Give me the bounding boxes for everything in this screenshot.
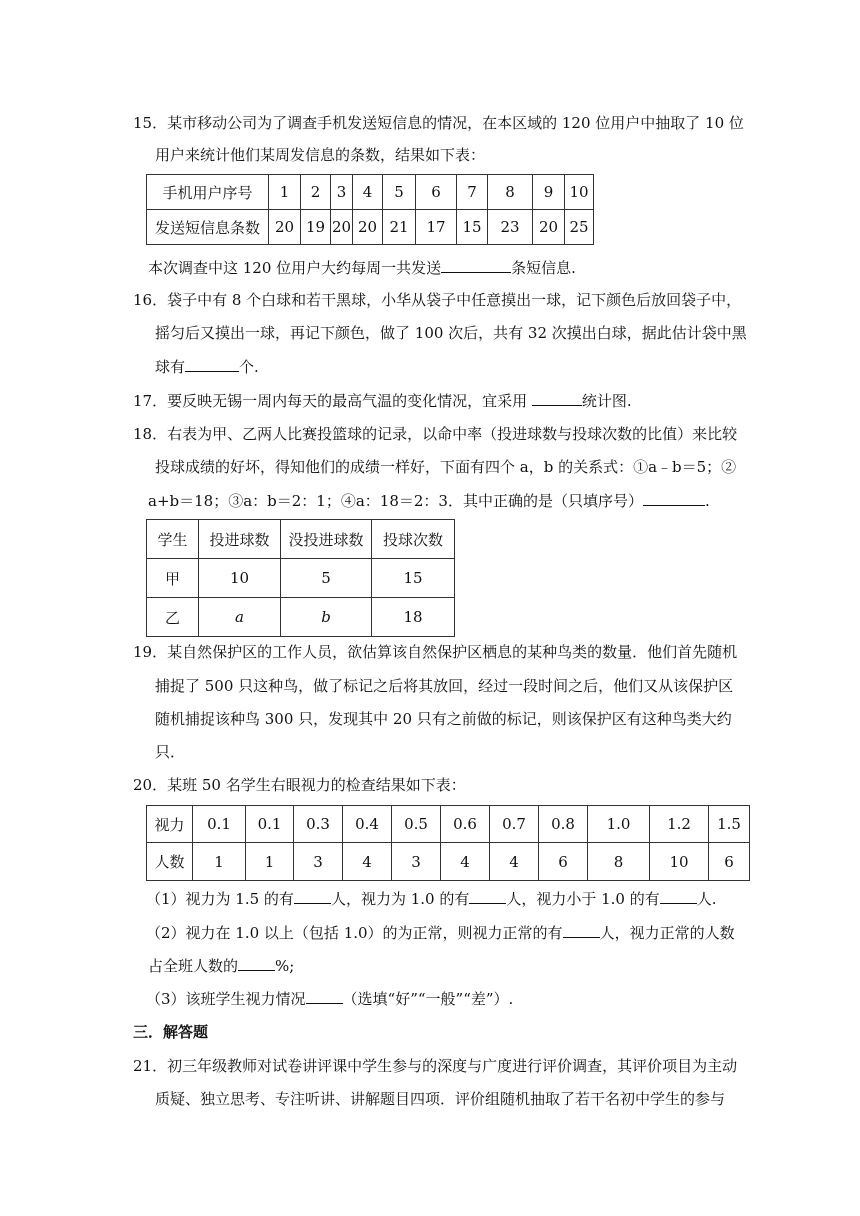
table-cell: 21 bbox=[383, 210, 416, 245]
q21-line1: 21．初三年级教师对试卷讲评课中学生参与的深度与广度进行评价调查，其评价项目为主动 bbox=[133, 1057, 738, 1075]
table-cell: 3 bbox=[331, 175, 353, 210]
table-cell: 人数 bbox=[147, 843, 193, 881]
table-cell: 5 bbox=[383, 175, 416, 210]
answer-blank bbox=[660, 888, 697, 904]
table-cell: 0.8 bbox=[539, 806, 588, 843]
q20-part1-text: 人，视力为 1.0 的有 bbox=[330, 890, 470, 908]
table-cell: 甲 bbox=[147, 559, 199, 598]
table-cell: 15 bbox=[457, 210, 488, 245]
table-row bbox=[147, 843, 750, 881]
table-cell: 0.3 bbox=[294, 806, 343, 843]
table-cell: 6 bbox=[539, 843, 588, 881]
table-cell: 0.6 bbox=[441, 806, 490, 843]
table-cell: 4 bbox=[343, 843, 392, 881]
q15-line2: 用户来统计他们某周发信息的条数，结果如下表： bbox=[155, 146, 486, 164]
table-row bbox=[147, 520, 455, 559]
table-cell: 4 bbox=[353, 175, 383, 210]
table-row bbox=[147, 806, 750, 843]
table-cell: 20 bbox=[331, 210, 353, 245]
table-cell: 20 bbox=[353, 210, 383, 245]
q19-line1: 19．某自然保护区的工作人员，欲估算该自然保护区栖息的某种鸟类的数量．他们首先随机 bbox=[133, 643, 738, 661]
q15-after bbox=[148, 257, 576, 278]
table-row bbox=[147, 175, 594, 210]
table-cell: 3 bbox=[392, 843, 441, 881]
table-cell: 乙 bbox=[147, 598, 199, 637]
q15-table bbox=[146, 174, 594, 245]
q19-line2: 捕捉了 500 只这种鸟，做了标记之后将其放回，经过一段时间之后，他们又从该保护区 bbox=[155, 677, 734, 695]
answer-blank bbox=[643, 490, 705, 506]
table-header-cell: 投进球数 bbox=[199, 520, 281, 559]
q20-table bbox=[146, 805, 750, 881]
table-cell: 1 bbox=[269, 175, 301, 210]
table-row bbox=[147, 559, 455, 598]
table-cell: 4 bbox=[490, 843, 539, 881]
table-header-cell: 学生 bbox=[147, 520, 199, 559]
q18-line1: 18．右表为甲、乙两人比赛投篮球的记录，以命中率（投进球数与投球次数的比值）来比较 bbox=[133, 425, 738, 443]
table-cell: 视力 bbox=[147, 806, 193, 843]
q18-line3 bbox=[148, 490, 710, 511]
table-cell: 6 bbox=[416, 175, 457, 210]
table-cell: 8 bbox=[488, 175, 533, 210]
q20-line1: 20．某班 50 名学生右眼视力的检查结果如下表： bbox=[133, 776, 466, 794]
q15-after-text: 本次调查中这 120 位用户大约每周一共发送 bbox=[148, 259, 442, 277]
answer-blank bbox=[532, 390, 582, 406]
table-cell: 19 bbox=[301, 210, 331, 245]
table-cell: 23 bbox=[488, 210, 533, 245]
q20-part3-text: （3）该班学生视力情况 bbox=[146, 990, 306, 1008]
table-cell: 1.2 bbox=[650, 806, 709, 843]
table-header-cell: 投球次数 bbox=[372, 520, 455, 559]
table-cell: 10 bbox=[199, 559, 281, 598]
table-cell: 2 bbox=[301, 175, 331, 210]
table-cell: 10 bbox=[650, 843, 709, 881]
table-cell: 9 bbox=[533, 175, 565, 210]
q20-part1-text: （1）视力为 1.5 的有 bbox=[146, 890, 294, 908]
q16-line2: 摇匀后又摸出一球，再记下颜色，做了 100 次后，共有 32 次摸出白球，据此估计袋中黑 bbox=[155, 324, 747, 342]
table-cell: 1 bbox=[193, 843, 246, 881]
q20-part2-text: 人，视力正常的人数 bbox=[599, 924, 735, 942]
q21-line2: 质疑、独立思考、专注听讲、讲解题目四项．评价组随机抽取了若干名初中学生的参与 bbox=[155, 1090, 726, 1108]
table-cell: 0.5 bbox=[392, 806, 441, 843]
q17-text: 17．要反映无锡一周内每天的最高气温的变化情况，宜采用 bbox=[133, 392, 532, 410]
q20-part1-text: 人，视力小于 1.0 的有 bbox=[506, 890, 660, 908]
table-cell: 8 bbox=[588, 843, 650, 881]
table-cell: 18 bbox=[372, 598, 455, 637]
q17-line bbox=[133, 390, 632, 411]
answer-blank bbox=[441, 257, 511, 273]
answer-blank bbox=[238, 955, 275, 971]
q18-line2: 投球成绩的好坏，得知他们的成绩一样好，下面有四个 a，b 的关系式：①a﹣b＝5；② bbox=[155, 458, 737, 476]
table-cell: 17 bbox=[416, 210, 457, 245]
q20-part2-text: 占全班人数的 bbox=[148, 957, 239, 975]
table-row bbox=[147, 598, 455, 637]
table-cell: 10 bbox=[565, 175, 594, 210]
q18-line3-tail: . bbox=[704, 492, 710, 510]
answer-blank bbox=[563, 922, 600, 938]
q16-line3 bbox=[155, 356, 259, 377]
table-cell: 4 bbox=[441, 843, 490, 881]
q19-line3: 随机捕捉该种鸟 300 只，发现其中 20 只有之前做的标记，则该保护区有这种鸟类大约 bbox=[155, 710, 732, 728]
table-cell: 0.4 bbox=[343, 806, 392, 843]
q17-tail: 统计图. bbox=[581, 392, 632, 410]
table-cell: 0.1 bbox=[193, 806, 246, 843]
table-cell: 25 bbox=[565, 210, 594, 245]
table-cell: a bbox=[199, 598, 281, 637]
q19-line4: 只． bbox=[155, 743, 186, 761]
table-cell: 0.1 bbox=[246, 806, 294, 843]
q18-line3-text: a+b＝18；③a：b＝2：1；④a：18＝2：3．其中正确的是（只填序号） bbox=[148, 492, 643, 510]
table-cell: 1.5 bbox=[709, 806, 750, 843]
q20-part2-text: %; bbox=[275, 957, 295, 975]
q20-part3 bbox=[146, 988, 513, 1009]
table-cell: 5 bbox=[281, 559, 372, 598]
table-cell: b bbox=[281, 598, 372, 637]
table-cell: 发送短信息条数 bbox=[147, 210, 269, 245]
table-cell: 7 bbox=[457, 175, 488, 210]
answer-blank bbox=[185, 356, 239, 372]
table-cell: 20 bbox=[269, 210, 301, 245]
table-cell: 1 bbox=[246, 843, 294, 881]
table-cell: 手机用户序号 bbox=[147, 175, 269, 210]
table-header-cell: 没投进球数 bbox=[281, 520, 372, 559]
answer-blank bbox=[306, 988, 343, 1004]
q20-part1-text: 人. bbox=[696, 890, 717, 908]
answer-blank bbox=[469, 888, 506, 904]
table-cell: 15 bbox=[372, 559, 455, 598]
q18-table bbox=[146, 519, 455, 637]
q16-line3-tail: 个. bbox=[239, 358, 259, 376]
section-heading: 三．解答题 bbox=[133, 1023, 209, 1041]
table-cell: 20 bbox=[533, 210, 565, 245]
q20-part2 bbox=[146, 922, 735, 943]
q20-part3-text: （选填“好”“一般”“差”）. bbox=[342, 990, 514, 1008]
q20-part2-text: （2）视力在 1.0 以上（包括 1.0）的为正常，则视力正常的有 bbox=[146, 924, 563, 942]
table-cell: 0.7 bbox=[490, 806, 539, 843]
q20-part2-cont bbox=[148, 955, 294, 976]
q15-line1: 15．某市移动公司为了调查手机发送短信息的情况，在本区域的 120 位用户中抽取了 10 位 bbox=[133, 114, 744, 132]
q16-line3-text: 球有 bbox=[155, 358, 186, 376]
table-row bbox=[147, 210, 594, 245]
table-cell: 3 bbox=[294, 843, 343, 881]
q15-after-tail: 条短信息. bbox=[511, 259, 576, 277]
answer-blank bbox=[294, 888, 331, 904]
table-cell: 1.0 bbox=[588, 806, 650, 843]
table-cell: 6 bbox=[709, 843, 750, 881]
q20-part1 bbox=[146, 888, 717, 909]
q16-line1: 16．袋子中有 8 个白球和若干黑球，小华从袋子中任意摸出一球，记下颜色后放回袋子中， bbox=[133, 291, 742, 309]
